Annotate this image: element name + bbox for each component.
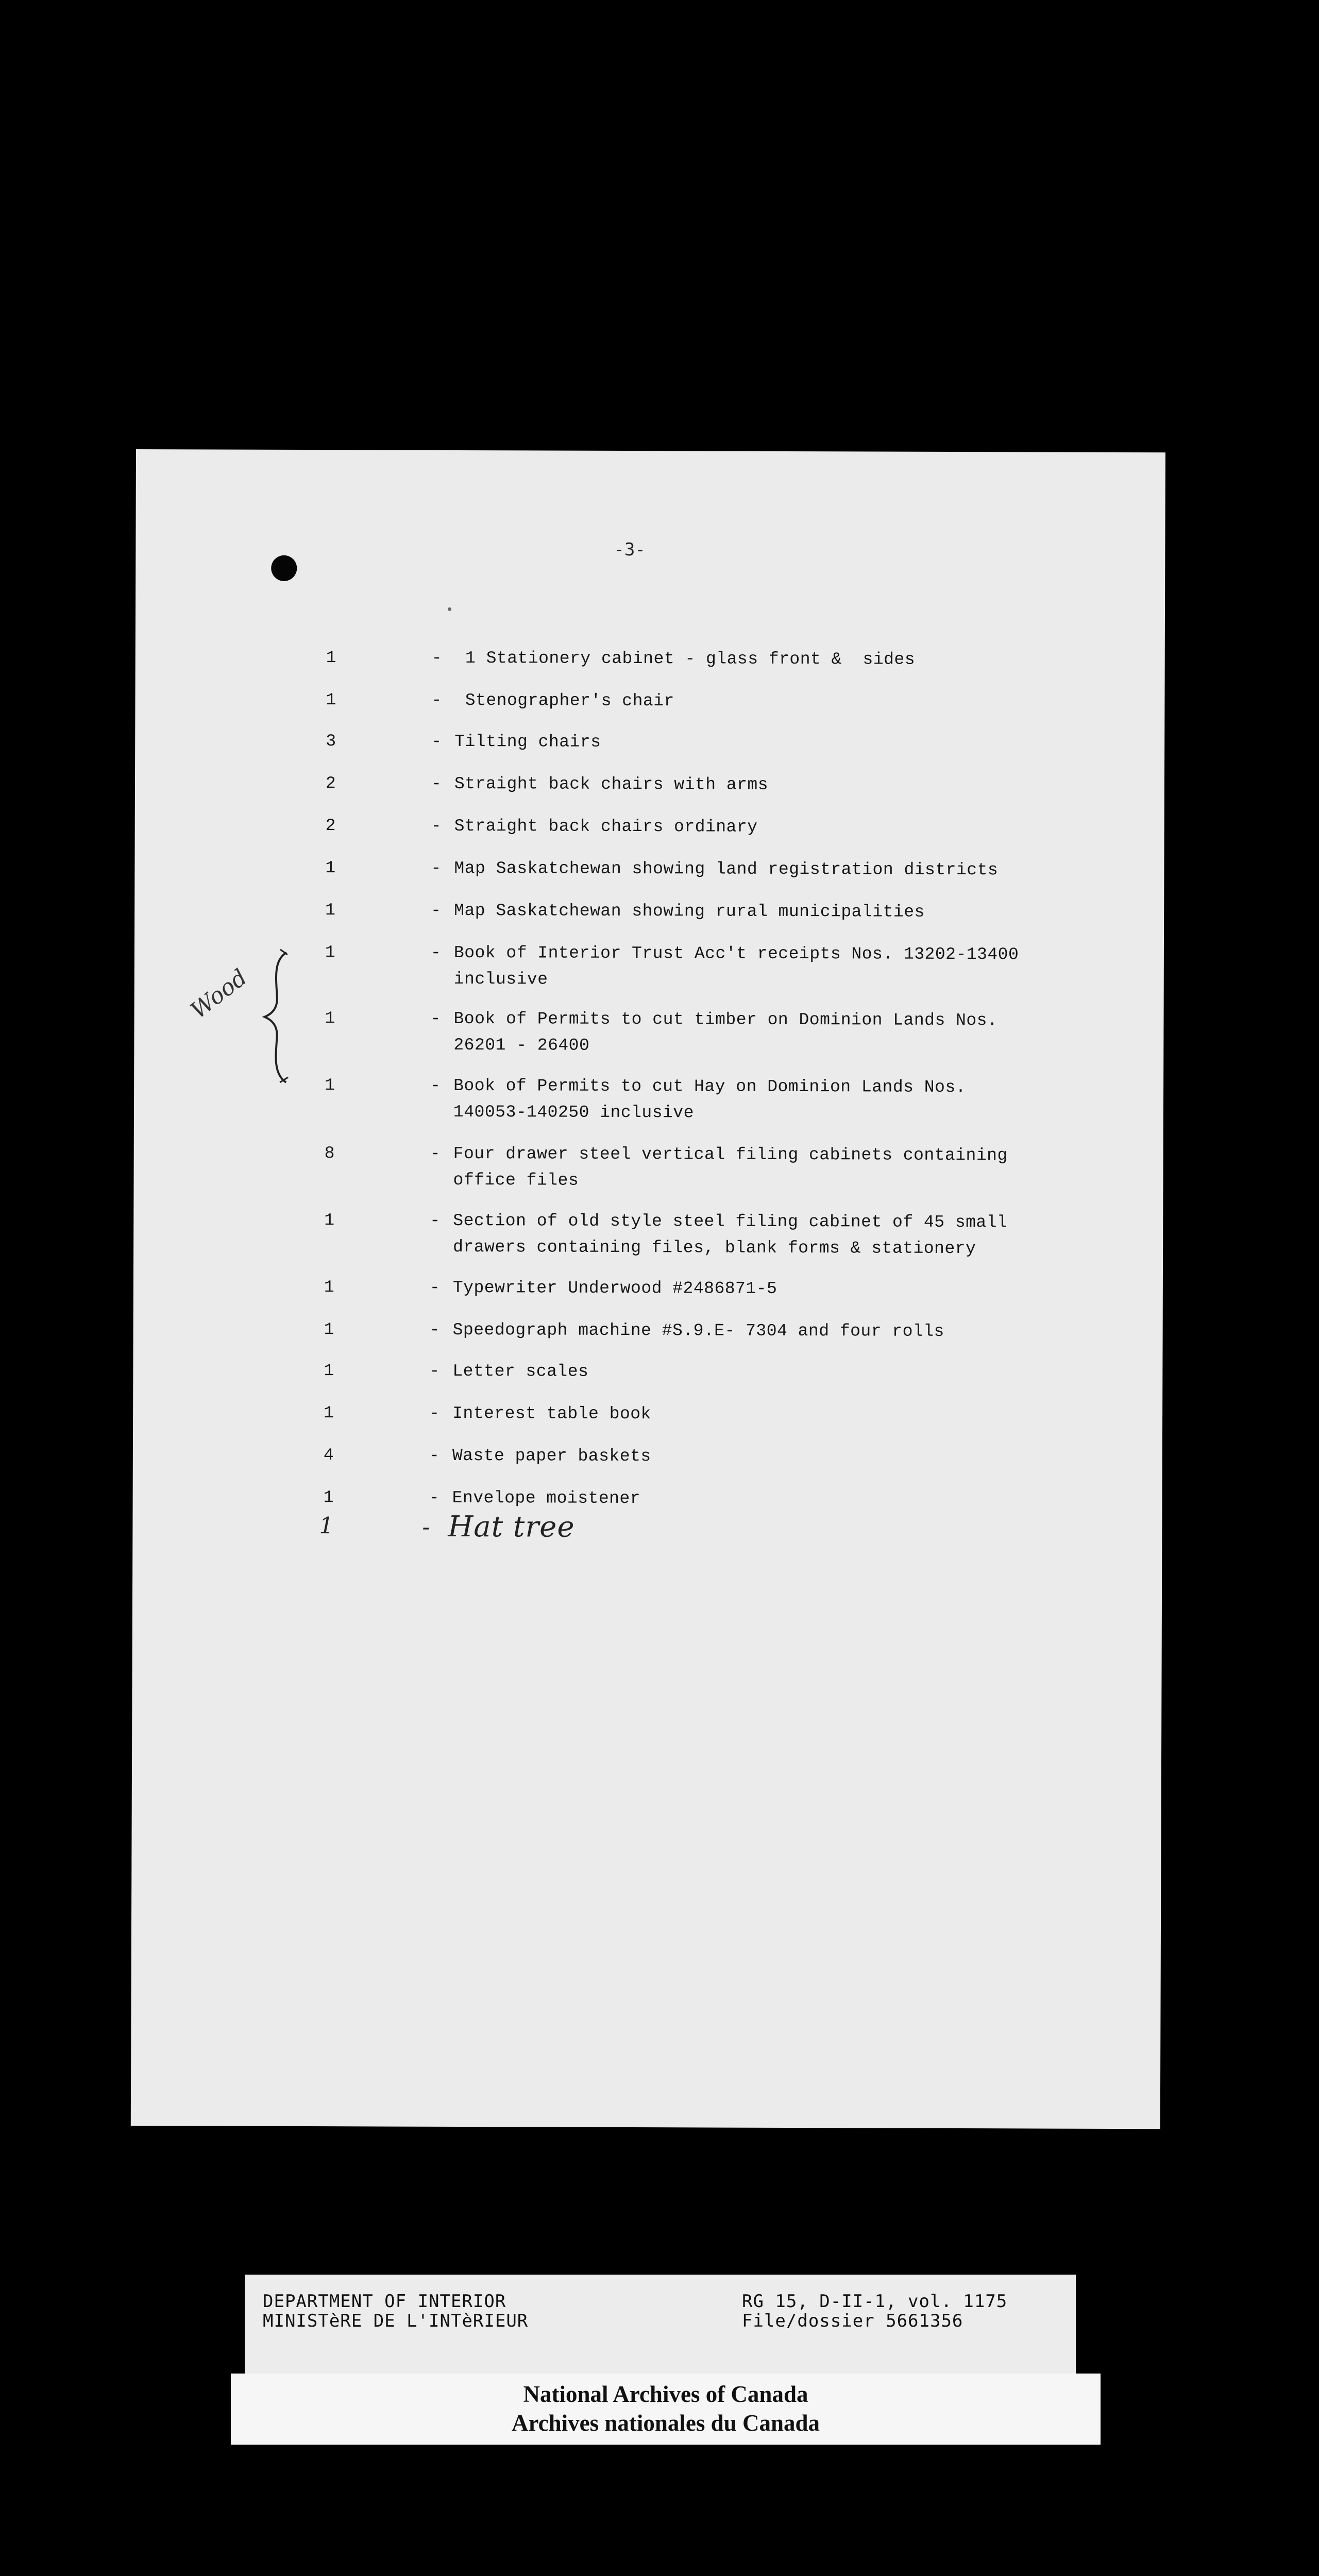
item-dash: - [431, 901, 442, 920]
list-item [136, 644, 1165, 669]
list-item [135, 727, 1164, 752]
department-english: DEPARTMENT OF INTERIOR [263, 2291, 506, 2312]
item-quantity: 1 [325, 858, 336, 878]
list-item [134, 939, 1164, 989]
archive-reference-label [245, 2275, 1076, 2378]
item-dash: - [431, 648, 443, 668]
item-dash: - [429, 1488, 439, 1507]
record-group-reference: RG 15, D-II-1, vol. 1175 [742, 2291, 1008, 2312]
item-dash: - [430, 1076, 441, 1095]
item-quantity: 1 [323, 1488, 334, 1507]
item-dash: - [431, 774, 442, 793]
margin-note: Wood [185, 964, 252, 1024]
list-item [134, 896, 1164, 922]
item-dash: - [429, 1278, 441, 1297]
item-quantity: 2 [325, 816, 336, 836]
list-item [133, 1274, 1163, 1298]
archives-name-french: Archives nationales du Canada [511, 2410, 820, 2436]
item-description: Map Saskatchewan showing land registration districts [454, 858, 999, 880]
item-description: Typewriter Underwood #2486871-5 [452, 1278, 777, 1298]
handwritten-item [132, 1508, 1162, 1552]
item-quantity: 1 [324, 1361, 334, 1381]
list-item [133, 1316, 1163, 1341]
list-item [136, 686, 1165, 711]
item-description: Section of old style steel filing cabinet of 45 small drawers containing files, blank forms & stationery [453, 1211, 1008, 1259]
list-item [135, 812, 1164, 837]
item-description: Map Saskatchewan showing rural municipalities [454, 901, 925, 922]
list-item [135, 854, 1164, 880]
item-dash: - [430, 943, 442, 962]
list-item [135, 770, 1164, 794]
brace-mark [255, 947, 317, 1087]
item-dash: - [429, 1320, 441, 1340]
item-description: Interest table book [452, 1403, 651, 1424]
inventory-list [136, 449, 1165, 1544]
item-quantity: 1 [325, 1009, 335, 1028]
page-number: -3- [614, 539, 646, 561]
item-dash: - [431, 858, 442, 878]
item-quantity: 1 [324, 1320, 335, 1340]
item-description: Book of Permits to cut Hay on Dominion Lands Nos. 140053-140250 inclusive [453, 1076, 967, 1123]
list-item [133, 1442, 1162, 1466]
list-item [133, 1357, 1162, 1381]
list-item [133, 1399, 1162, 1424]
item-dash: - [430, 1144, 441, 1163]
department-block [263, 2292, 528, 2331]
item-description: Stenographer's chair [454, 690, 674, 711]
department-french: MINISTèRE DE L'INTèRIEUR [263, 2311, 529, 2331]
item-description: Waste paper baskets [452, 1446, 651, 1466]
item-quantity: 1 [325, 943, 336, 962]
reference-block [742, 2292, 1007, 2331]
file-number: File/dossier 5661356 [742, 2311, 963, 2331]
item-quantity: 1 [324, 1211, 335, 1230]
item-description: Hat tree [448, 1510, 575, 1544]
item-dash: - [431, 732, 442, 751]
item-quantity: 3 [326, 732, 336, 751]
item-description: Straight back chairs with arms [454, 774, 769, 794]
list-item [133, 1484, 1162, 1509]
item-quantity: 4 [323, 1446, 334, 1465]
item-quantity: 1 [326, 690, 336, 710]
punch-hole [271, 555, 297, 581]
list-item [134, 1140, 1163, 1190]
item-dash: - [431, 816, 442, 836]
archives-banner [231, 2374, 1101, 2445]
item-dash: - [430, 1009, 441, 1028]
item-quantity: 2 [325, 774, 336, 793]
item-dash: - [429, 1446, 440, 1465]
item-description: Letter scales [452, 1361, 589, 1381]
archives-name-english: National Archives of Canada [523, 2381, 808, 2407]
item-description: 1 Stationery cabinet - glass front & sides [454, 648, 916, 669]
item-description: Straight back chairs ordinary [454, 816, 758, 837]
item-quantity: 1 [324, 1278, 335, 1297]
item-quantity: 1 [325, 1076, 335, 1095]
item-quantity: 1 [325, 901, 336, 920]
ink-mark [448, 607, 451, 611]
item-quantity: 1 [319, 1513, 334, 1539]
item-dash: - [430, 1211, 441, 1230]
item-description: Tilting chairs [454, 732, 601, 752]
item-quantity: 1 [324, 1403, 334, 1423]
item-description: Book of Permits to cut timber on Dominion Lands Nos. 26201 - 26400 [453, 1009, 998, 1055]
item-description: Book of Interior Trust Acc't receipts Nos. 13202-13400 inclusive [453, 943, 1019, 989]
document-page [131, 449, 1165, 2129]
item-description: Speedograph machine #S.9.E- 7304 and four rolls [452, 1320, 944, 1341]
item-quantity: 1 [326, 648, 337, 668]
item-dash: - [431, 690, 442, 710]
list-item [133, 1207, 1163, 1259]
item-dash: - [422, 1514, 430, 1540]
item-quantity: 8 [324, 1144, 335, 1163]
item-dash: - [429, 1361, 440, 1381]
item-description: Four drawer steel vertical filing cabinets containing office files [453, 1144, 1008, 1190]
item-dash: - [429, 1403, 440, 1423]
item-description: Envelope moistener [452, 1488, 641, 1509]
